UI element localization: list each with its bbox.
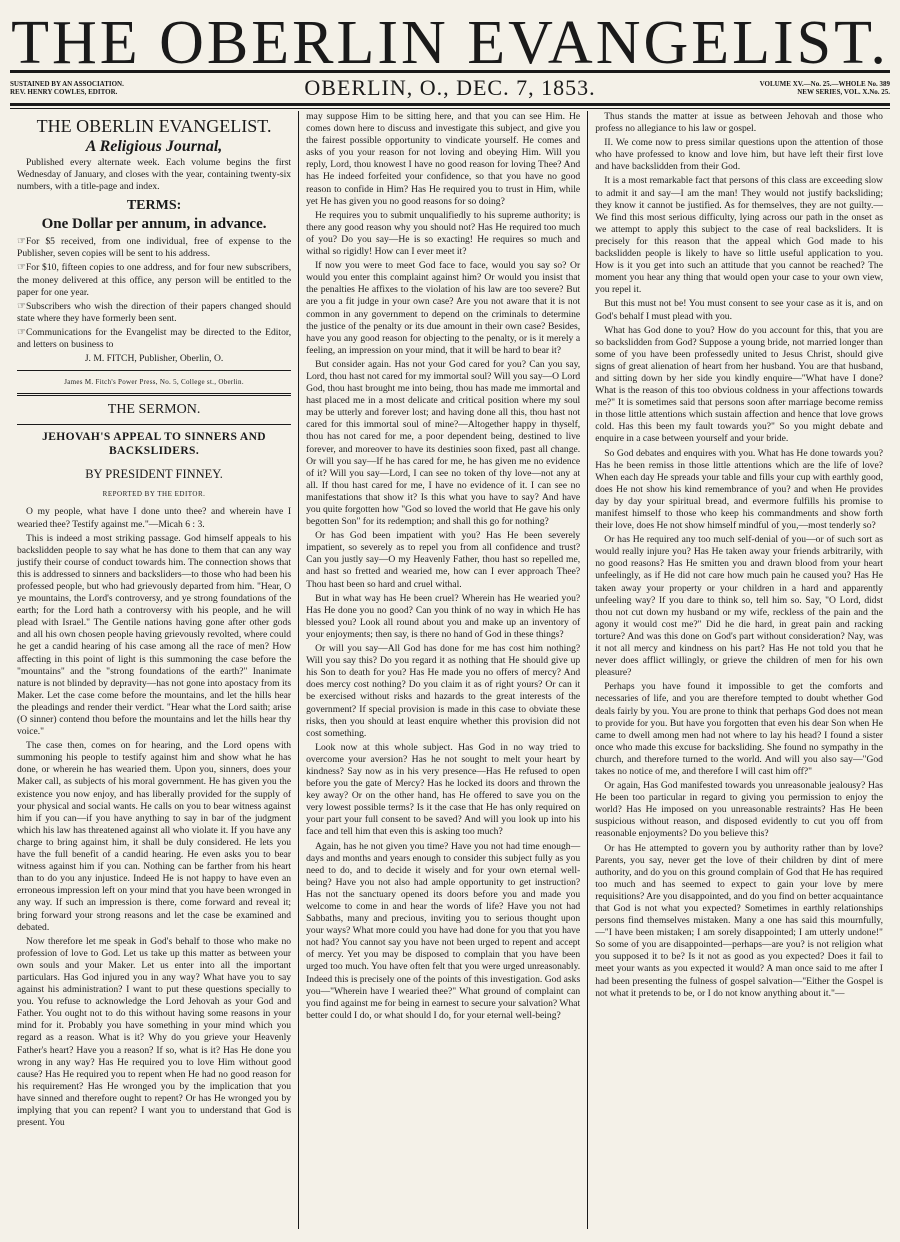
notice-text: For $5 received, from one individual, free of expense to the Publisher, seven copies will be sent to his address. <box>17 236 292 260</box>
column-2 <box>298 111 587 1229</box>
paragraph: It is a most remarkable fact that persons of this class are exceeding slow to admit it and say—I am the man! They would not justify backsliding; they know it cannot be justified. As for themselves, they are not guilty.—We find this most serious difficulty, lying across our path in the onset as we attempt to apply this subject to the case of real backsliders. It is precisely for this reason that the appeal which God made to his backslidden people is likely to have so little useful application to you. How is it you get into such an attitude that you cannot be reached? The moment you hear any thing that would open your case to your own view, you repel it. <box>595 175 883 296</box>
divider <box>17 370 291 371</box>
paragraph: Now therefore let me speak in God's behalf to those who make no profession of love to God. Let us take up this matter as between your own souls and your Maker. Let us enter into all the important particulars. Has God injured you in any way? What have you to say against his administration? I want to put these questions specially to you. You refuse to acknowledge the Lord Jehovah as your God and Father. You ought not to do this without having some reasons in your mind for it. Probably you have something in your mind which you regard as a reason. What is it? Why do you grieve your Heavenly Father's heart? Have you a reason? If so, what is it? Has He done you wrong in any way? Has He required you to love Him without good cause? Has He required you to repent when He had no good reason for his requirement? Has He wronged you by the implication that you have sinned and therefore ought to repent? Or has He wronged you by implying that you can repent? I want you to understand that God is present. You <box>17 935 292 1129</box>
dateline-rule-thin <box>10 108 890 109</box>
column-3 <box>587 111 890 1229</box>
masthead-title: THE OBERLIN EVANGELIST. <box>11 9 889 70</box>
press-line: James M. Fitch's Power Press, No. 5, College st., Oberlin. <box>64 378 244 387</box>
dateline-rule <box>10 103 890 106</box>
divider <box>17 393 291 396</box>
notice-text: Communications for the Evangelist may be directed to the Editor, and letters on business to <box>17 326 292 351</box>
sustained-label: SUSTAINED BY AN ASSOCIATION. <box>10 80 124 88</box>
paragraph: But this must not be! You must consent to see your case as it is, and on God's behalf I must plead with you. <box>595 298 883 322</box>
paragraph: If now you were to meet God face to face, would you say so? Or would you enter this complaint against him? Or would you insist that the penalties He affixes to the violation of his law are too severe? But are you a fit judge in your own case? Are you not aware that it is not common in any government to depend on the criminals to determine the justice of the penalty or its due amount in their own case? Besides, have you any good reason for objecting to the penalty, or is it merely a feeling, an impression on your mind, that it will be hard to bear it? <box>306 260 581 356</box>
paragraph: What has God done to you? How do you account for this, that you are so backslidden from God? Suppose a young bride, not married longer than some of you have been professedly united to Jesus Christ, should give signs of great alienation of heart from her husband. You are that husband, and sitting down by her side you kindly enquire—"What have I done? What is the reason of this too obvious coldness in your affections towards me?" It is sometimes said that persons soon after marriage become remiss in those little attentions which sustain affection and hence that love grows cold. Has this been my fault towards you?" So you might debate and enquire in a case between yourself and your bride. <box>595 324 883 445</box>
notice-4 <box>17 327 291 351</box>
volume-info <box>690 80 890 96</box>
prospectus-description: Published every alternate week. Each volume begins the first Wednesday of January, and closes with the year, containing twenty-six numbers, with a title-page and index. <box>17 157 292 193</box>
column-1 <box>10 111 298 1229</box>
paragraph: He requires you to submit unqualifiedly to his supreme authority; is there any good reason why you should not? Has He required too much of you? Do you say—He is so exacting! He requires so much and withal so rigidly! How can I ever meet it? <box>306 209 581 258</box>
paragraph: But consider again. Has not your God cared for you? Can you say, Lord, thou hast not cared for my immortal soul? Will you say—O Lord God, thou hast brought me into being, thou has made me immortal and hast placed me in a most delicate and critical position where my soul may be utterly and forever lost; and having done all this, thou hast not cared for this immortal soul of mine?—Altogether happy in thyself, thou has not cared for me, a poor dependent being, destined to live forever, and moreover to have its destinies soon fixed, past all change. Or will you say—If he has cared for me, he has given me no evidence of it? Will you say—Lord, I can see no token of thy love—not any at all. If thou hast cared for me, I have no evidence of it. I can see no manifestations that show it? Is this what you have to say? And have you quite forgotten how "God so loved the world that He gave his only begotten Son" for its redemption; and shall this go for nothing? <box>306 358 581 528</box>
paragraph: Look now at this whole subject. Has God in no way tried to overcome your aversion? Has he not sought to melt your heart by kindness? Say now as in his very presence—Has He refused to open before you the gate of Mercy? Has he locked its doors and thrown the key away? Or on the other hand, has He offered to save you on the very lowest possible terms? Is it the case that He has only required on your part your full consent to be saved? And will you look up into his face and tell him that even this is asking too much? <box>306 741 581 838</box>
paragraph: Or has He attempted to govern you by authority rather than by love? Parents, you say, never get the love of their children by dint of mere authority, and do you on this ground complain of God that He has required too much and has seemed to expect to gain your love by mere requisitions? Are you disappointed, and do you find on better acquaintance that God is not what you expected? Sometimes in earthly relationships persons find themselves mistaken. Many a one has said this mournfully,—"I have been mistaken; I am sorely disappointed; I am utterly undone!" So some of you are disappointed—perhaps—are you? is not religion what you supposed it to be? Is it not as good as you expected? Does it fail to meet your wants as you expected it would? A man once said to me after I had been presenting the fulness of gospel salvation—"Either the Gospel is not what it pretends to be, or I do not know anything about it."— <box>595 842 883 999</box>
publisher-signature: J. M. FITCH, Publisher, Oberlin, O. <box>84 353 224 365</box>
sermon-byline: BY PRESIDENT FINNEY. <box>85 467 223 482</box>
paragraph: Perhaps you have found it impossible to get the comforts and necessaries of life, and you are therefore tempted to doubt whether God deals fairly by you. You are prone to think that perhaps God does not mean to provide for you. But have you forgotten that even his dear Son when He came to dwell among men had not where to lay his head? I found a sister once who made this excuse for backsliding. She found no sympathy in the church, and therefore turned to the world. And will you also say—"God takes no notice of me, and therefore I will cast him off?" <box>595 681 883 777</box>
notice-text: Subscribers who wish the direction of their papers changed should state where they have formerly been sent. <box>17 300 292 324</box>
paragraph: But in what way has He been cruel? Wherein has He wearied you? Has He done you no good? Can you think of no way in which He has blessed you? Look all round about you and make up an inventory of your enjoyments; then say, is there no hand of God in these things? <box>306 592 581 640</box>
sermon-title: JEHOVAH'S APPEAL TO SINNERS AND BACKSLIDERS. <box>42 431 267 458</box>
columns <box>10 111 890 1229</box>
paragraph: Or has He required any too much self-denial of you—or of such sort as would really injure you? Has He taken away your friends arbitrarily, with no good reasons? Has He smitten you and drawn blood from your heart unfeelingly, as if He did not care how much pain he caused you? Has He taken away your property or your children in a hard and apparently unfeeling way? If you dare to think so, tell him so. Say, "O Lord, didst thou not cut down my husband or my wife, reckless of the pain and the agony it would cost me?" Did he die hard, in great pain and racking torture? And was this done on God's part without consideration? Nay, was it not all mercy and kindness on his part? Has He not told you that he never does afflict willingly, or grieve the children of men for his own pleasure? <box>595 534 883 679</box>
paragraph: This is indeed a most striking passage. God himself appeals to his backslidden people to say what he has done to them that can any way justify their course of conduct towards him. The connection shows that this is addressed to sinners and backsliders—to those who had been his professed people, but who had grievously departed from him. "Hear, O ye mountains, the Lord's controversy, and ye strong foundations of the earth; for the Lord hath a controversy with his people, and he will plead with Israel." The Gentile nations having gone after other gods and all his own chosen people having grievously revolted, where could he get a candid hearing of his case among all the race of men? How affecting in this point of light is this summoning the case before the "mountains" and the "strong foundations of the earth?" Inanimate nature is not blinded by depravity—has not gone into apostacy from its Maker. Let the case come before the mountains, and let the hills hear the pleadings and render their verdict. "Hear what the Lord saith; arise (O sinner) contend thou before the mountains and let the hills hear thy voice." <box>17 532 292 738</box>
paragraph: II. We come now to press similar questions upon the attention of those who have professed to know and love him, but have left their first love and have backslidden from their God. <box>595 137 883 173</box>
reported-line: REPORTED BY THE EDITOR. <box>102 490 206 499</box>
prospectus-subtitle: A Religious Journal, <box>85 138 223 155</box>
series-label: NEW SERIES, VOL. X.No. 25. <box>797 88 890 96</box>
paragraph: Or will you say—All God has done for me has cost him nothing? Will you say this? Do you regard it as nothing that He should give up his Son to death for you? Has He made you no offers of mercy? And does mercy cost nothing? Do you claim it as of right yours? Or can it be exercised without risks and hazards to the great interests of the government? If special provision is made in this case to obviate these risks, then you should at least enquire whether this provision did not cost something. <box>306 643 581 739</box>
volume-label: VOLUME XV.—No. 25.—WHOLE No. 389 <box>759 80 890 88</box>
divider <box>17 424 291 425</box>
issue-dateline: OBERLIN, O., DEC. 7, 1853. <box>304 75 596 100</box>
pointing-hand-icon: ☞ <box>17 300 26 312</box>
paragraph: So God debates and enquires with you. What has He done towards you? Has he been remiss in those little attentions which are the life of love? When each day He spreads your table and fills your cup with earthly good, does He not show his kind remembrance of you? and when He provides day by day your spiritual bread, and evermore fulfills his promise to manifest himself to those who keep his commandments and show forth their love, does He not show himself mindful of you,—most tenderly so? <box>595 447 883 532</box>
sermon-heading: THE SERMON. <box>107 402 201 418</box>
paragraph: Again, has he not given you time? Have you not had time enough—days and months and years enough to consider this subject fully as you need to do, and to decide it wisely and for your own eternal well-being? Have you not also had ample opportunity to get instruction? Has not the sanctuary opened its doors before you and made you welcome to come in and hear the words of life? Have you not had Sabbaths, many and precious, inviting you to serious thought upon your ways? What more could you have had done for you that you have not had? You cannot say you have not been urged to repent and accept of mercy. Yet you may be disposed to complain that you have been urged too much. You have often felt that you were urged unreasonably. Indeed this is precisely one of the points of this investigation. God asks you—"Wherein have I wearied thee?" What ground of complaint can you find against me for being in earnest to secure your salvation? What better could I do, or what should I do, for your eternal well-being? <box>306 840 581 1021</box>
pointing-hand-icon: ☞ <box>17 326 26 338</box>
notice-2 <box>17 262 291 298</box>
paragraph: Or again, Has God manifested towards you unreasonable jealousy? Has He been too particular in regard to giving you permission to enjoy the world? Has He imposed on you unreasonable restraints? Has He been suspicious without reason, and disposed evidently to cut you off from reasonable enjoyments? Do you believe this? <box>595 780 883 840</box>
prospectus-title: THE OBERLIN EVANGELIST. <box>36 116 272 136</box>
dateline-bar <box>10 73 890 103</box>
paragraph: Thus stands the matter at issue as between Jehovah and those who profess no allegiance to his law or gospel. <box>595 111 883 135</box>
editor-label: REV. HENRY COWLES, EDITOR. <box>10 88 118 96</box>
price-label: One Dollar per annum, in advance. <box>41 216 267 233</box>
pointing-hand-icon: ☞ <box>17 236 26 248</box>
pointing-hand-icon: ☞ <box>17 262 26 274</box>
editor-info <box>10 80 210 96</box>
notice-text: For $10, fifteen copies to one address, and for four new subscribers, the money delivered at this office, any person will be entitled to the paper for one year. <box>17 262 292 298</box>
paragraph: The case then, comes on for hearing, and the Lord opens with summoning his people to testify against him and show what he has done, or wherein he has wearied them. Upon you, sinners, does your Maker call, as subjects of his moral government. He has given you the existence you now enjoy, and has liberally provided for the supply of your physical and social wants. He calls on you to bear witness against him if you can—if you have anything to say in bar of the judgment which his law has threatened against all who violate it. If you have any charge to bring against him, it shall be duly considered. He lets you have the full benefit of a candid hearing. He even asks you to bear witness against him if you can. Nothing can be farther from his heart than to do you any injustice. Indeed He is not happy to have even an erroneous impression left on your mind that you have been wronged in any way. If such an impression is there, come forward and reveal it; bring forward your strong reasons and let the case be examined and debated. <box>17 740 292 933</box>
epigraph: O my people, what have I done unto thee? and wherein have I wearied thee? Testify against me."—Micah 6 : 3. <box>17 506 292 530</box>
terms-label: TERMS: <box>126 198 182 214</box>
paragraph: Or has God been impatient with you? Has He been severely impatient, so severely as to repel you from all confidence and trust? Can you justly say—O my Heavenly Father, thou hast so repelled me, and hast so fretted and wearied me, how can I ever approach Thee? Thou hast been so hard and cruel withal. <box>306 530 581 590</box>
paragraph: may suppose Him to be sitting here, and that you can see Him. He comes down here to discuss and investigate this subject, and give you the fairest possible opportunity to vindicate yourself. He comes and asks of you your reason for not loving and obeying Him. Will you reply, Lord, thou knowest I have no good reason for loving Thee? And has He indeed forfeited your confidence, so that you have no good reason to confide in Him? Has He required you to trust in Him, while yet He has given you no good reasons for so doing? <box>306 111 581 207</box>
notice-1 <box>17 236 291 260</box>
notice-3 <box>17 301 291 325</box>
